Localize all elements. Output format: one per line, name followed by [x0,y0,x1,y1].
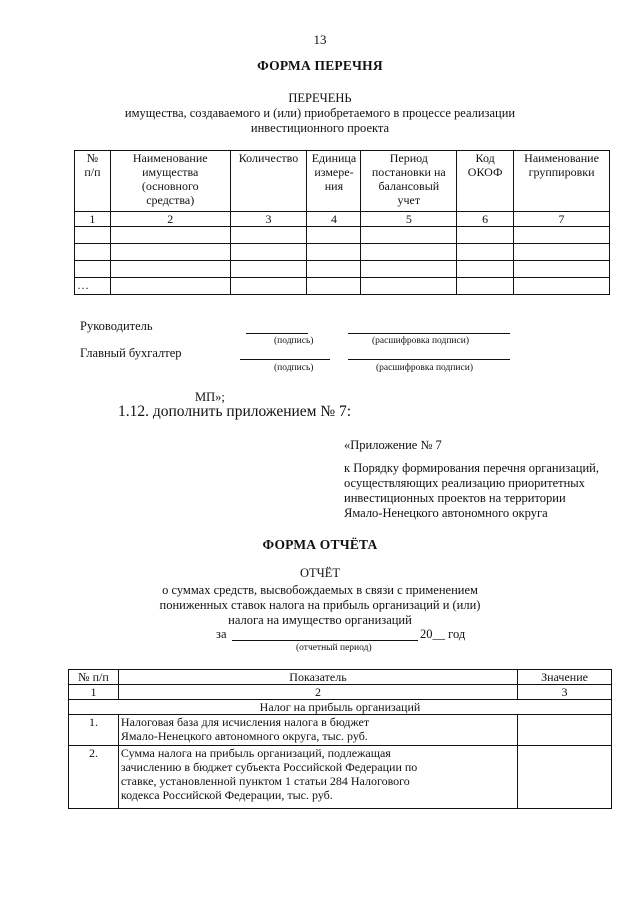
period-prefix: за [216,627,227,641]
head-label: Руководитель [80,319,153,333]
stamp-mark: МП»; [195,390,225,404]
header-line: Единица [311,151,357,165]
header-line: № [86,151,99,165]
row-number: 2. [69,746,119,809]
header-line: ния [324,179,344,193]
column-number: 1 [69,685,119,700]
report-table [68,669,612,809]
form2-title: ОТЧЁТ [299,566,341,580]
header-line: Наименование [132,151,208,165]
property-list-table [74,150,610,295]
header-line: постановки на [371,165,446,179]
header-cell [514,151,610,212]
form2-heading: ФОРМА ОТЧЁТА [262,537,378,552]
row-indicator [118,746,517,809]
form1-subtitle-line2: инвестиционного проекта [250,121,390,135]
header-line: балансовый [378,179,440,193]
header-line: средства) [146,193,195,207]
row-value [518,715,612,746]
signature-caption: (подпись) [274,336,314,346]
row-number: 1. [69,715,119,746]
header-cell: № п/п [69,670,119,685]
header-line: измере- [314,165,354,179]
column-number: 2 [118,685,517,700]
header-line: п/п [84,165,101,179]
table-row [75,244,610,261]
row-value [518,746,612,809]
form1-subtitle-line1: имущества, создаваемого и (или) приобретаемого в процессе реализации [124,106,516,120]
header-cell [307,151,361,212]
header-cell: Показатель [118,670,517,685]
column-number: 5 [361,212,457,227]
header-line: Код [475,151,495,165]
header-cell [361,151,457,212]
ellipsis-cell: … [75,278,111,295]
header-cell [110,151,230,212]
header-cell [457,151,514,212]
section-row: Налог на прибыль организаций [69,700,612,715]
accountant-signature-line [240,359,330,360]
head-signature-line [246,333,308,334]
form2-subtitle-line: налога на имущество организаций [228,613,412,627]
column-number: 6 [457,212,514,227]
header-line: Период [389,151,428,165]
period-line [232,640,418,641]
indicator-line: Ямало-Ненецкого автономного округа, тыс. руб. [120,729,368,743]
form1-title: ПЕРЕЧЕНЬ [288,91,352,105]
column-number: 1 [75,212,111,227]
head-decoding-line [348,333,510,334]
appendix-title: «Приложение № 7 [344,438,442,452]
indicator-line: кодекса Российской Федерации, тыс. руб. [120,788,333,802]
decoding-caption: (расшифровка подписи) [376,363,473,373]
column-number: 2 [110,212,230,227]
column-number: 7 [514,212,610,227]
header-line: ОКОФ [467,165,503,179]
form2-subtitle-line: о суммах средств, высвобождаемых в связи с применением [162,583,478,597]
header-line: учет [397,193,421,207]
accountant-label: Главный бухгалтер [80,346,182,360]
header-line: группировки [528,165,595,179]
header-line: (основного [141,179,199,193]
table-row [75,261,610,278]
header-line: Количество [238,151,299,165]
table-row [69,715,612,746]
appendix-line: к Порядку формирования перечня организаций, [344,461,599,475]
table-row [75,278,610,295]
amendment-text: 1.12. дополнить приложением № 7: [118,403,352,420]
indicator-line: Налоговая база для исчисления налога в бюджет [120,715,370,729]
header-line: Наименование [524,151,599,165]
appendix-line: Ямало-Ненецкого автономного округа [344,506,548,520]
column-number: 3 [518,685,612,700]
appendix-line: осуществляющих реализацию приоритетных [344,476,585,490]
row-indicator [118,715,517,746]
header-cell [230,151,307,212]
indicator-line: зачислению в бюджет субъекта Российской Федерации по [120,760,418,774]
header-cell: Значение [518,670,612,685]
table-row [69,746,612,809]
form2-subtitle-line: пониженных ставок налога на прибыль организаций и (или) [159,598,481,612]
period-caption: (отчетный период) [296,643,372,653]
header-line: имущества [142,165,199,179]
period-year: 20__ год [420,627,466,641]
indicator-line: Сумма налога на прибыль организаций, подлежащая [120,746,391,760]
signature-caption: (подпись) [274,363,314,373]
table-row [75,227,610,244]
indicator-line: ставке, установленной пунктом 1 статьи 284 Налогового [120,774,410,788]
decoding-caption: (расшифровка подписи) [372,336,469,346]
column-number: 3 [230,212,307,227]
column-number: 4 [307,212,361,227]
accountant-decoding-line [348,359,510,360]
form1-heading: ФОРМА ПЕРЕЧНЯ [257,58,383,73]
header-cell [75,151,111,212]
appendix-line: инвестиционных проектов на территории [344,491,566,505]
page-number: 13 [313,32,327,47]
